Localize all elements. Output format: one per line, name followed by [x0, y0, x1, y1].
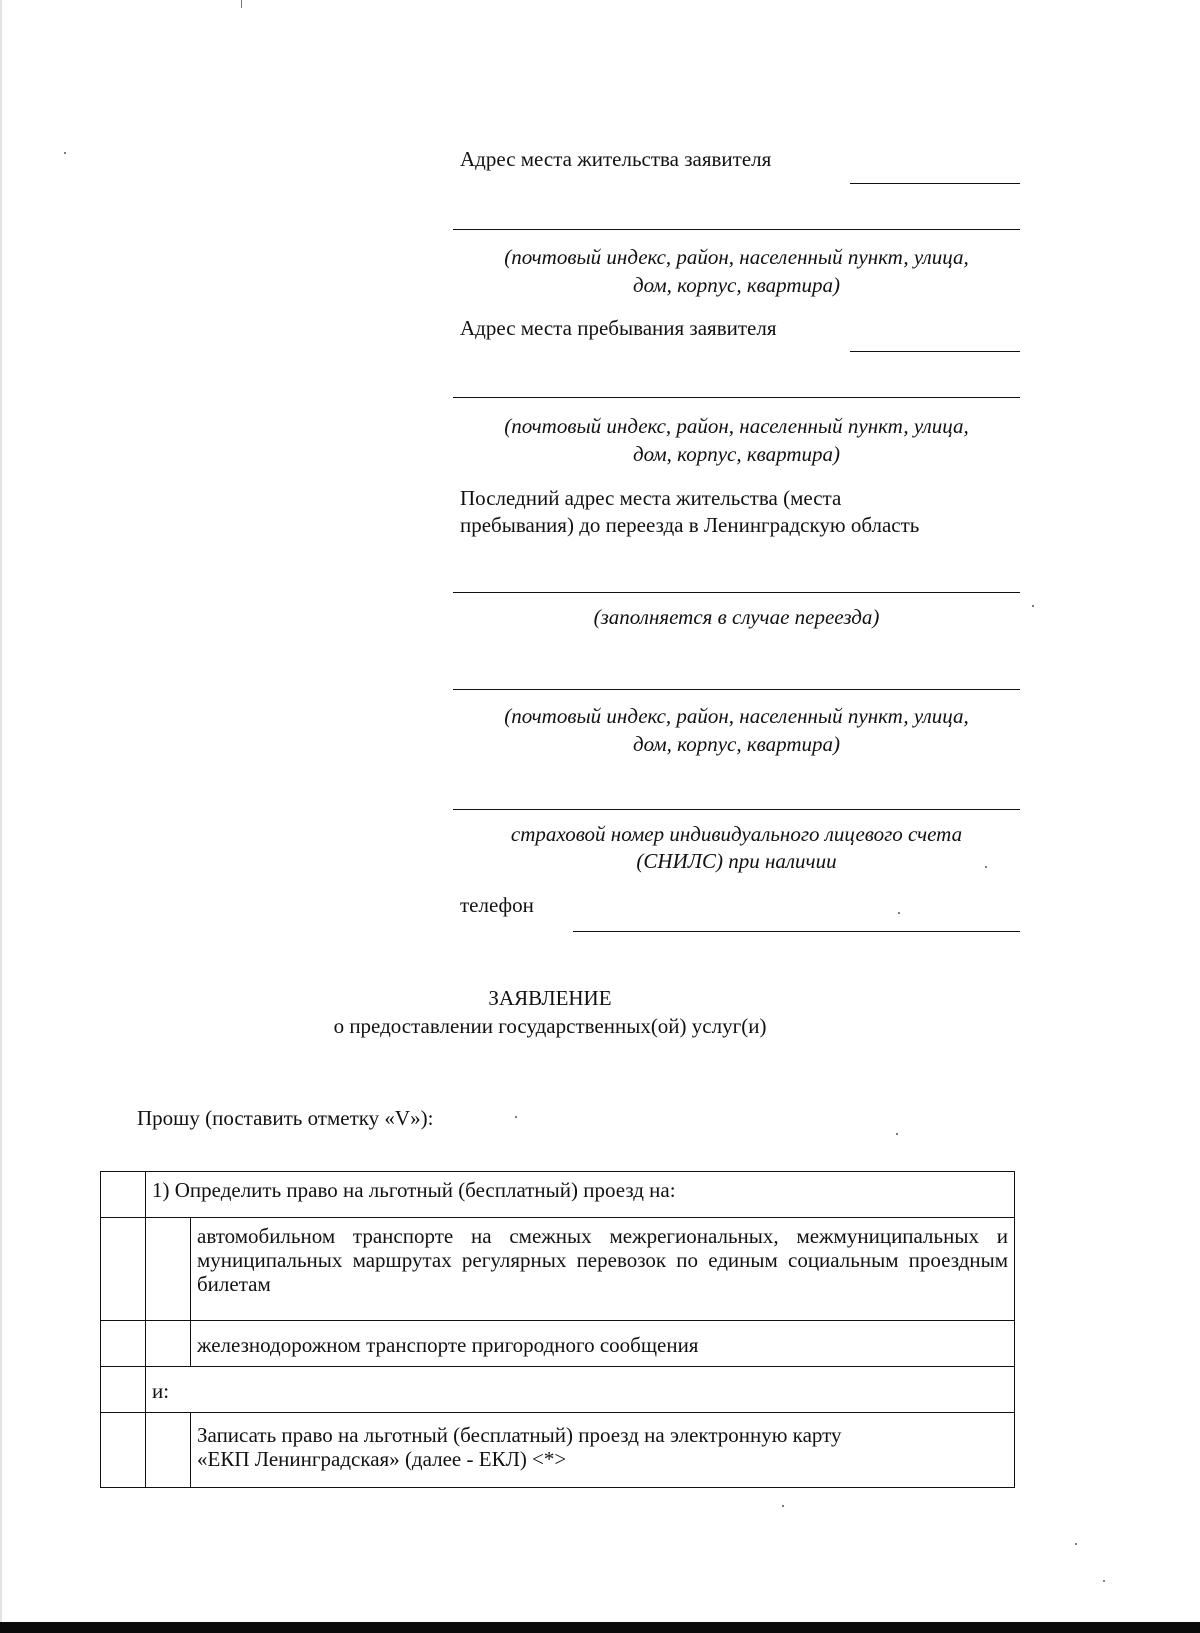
snils-field[interactable]	[453, 809, 1020, 810]
checkbox-cell-auto[interactable]	[146, 1218, 191, 1321]
address-hint-line-1: (почтовый индекс, район, населенный пункт, улица,	[504, 245, 969, 269]
stay-hint	[453, 412, 1020, 468]
checkbox-cell-1[interactable]	[101, 1172, 146, 1218]
snils-hint	[453, 821, 1020, 875]
checkbox-cell-card[interactable]	[146, 1413, 191, 1488]
scan-speck	[1032, 605, 1034, 607]
residence-field-short[interactable]	[850, 183, 1020, 184]
scan-speck	[985, 866, 987, 868]
scan-edge	[0, 0, 2, 1622]
residence-label: Адрес места жительства заявителя	[460, 147, 772, 171]
stay-label: Адрес места пребывания заявителя	[460, 316, 777, 340]
blank-cell	[101, 1218, 146, 1321]
table-row	[101, 1218, 1015, 1321]
residence-hint	[453, 243, 1020, 299]
phone-label: телефон	[460, 893, 534, 917]
document-subtitle: о предоставлении государственных(ой) услуг(и)	[333, 1014, 767, 1038]
scan-speck	[896, 1133, 898, 1135]
scan-speck	[1103, 1580, 1105, 1582]
scan-speck	[515, 1116, 517, 1118]
stay-field-short[interactable]	[850, 351, 1020, 352]
option-rail-text: железнодорожном транспорте пригородного сообщения	[191, 1321, 1015, 1367]
last-address-label	[460, 485, 919, 539]
table-row	[101, 1172, 1015, 1218]
address-hint-line-2: дом, корпус, квартира)	[632, 273, 841, 297]
snils-line-2: (СНИЛС) при наличии	[636, 849, 837, 873]
phone-field[interactable]	[573, 931, 1020, 932]
option-card-line-2: «ЕКП Ленинградская» (далее - ЕКЛ) <*>	[197, 1447, 567, 1471]
address-hint-line-2: дом, корпус, квартира)	[632, 732, 841, 756]
table-row	[101, 1321, 1015, 1367]
table-row	[101, 1367, 1015, 1413]
blank-cell	[101, 1413, 146, 1488]
snils-line-1: страховой номер индивидуального лицевого счета	[510, 822, 963, 846]
move-hint: (заполняется в случае переезда)	[593, 605, 880, 629]
option-1-text: 1) Определить право на льготный (бесплатный) проезд на:	[146, 1172, 1015, 1218]
checkbox-cell-rail[interactable]	[146, 1321, 191, 1367]
scan-speck	[782, 1505, 784, 1507]
residence-field[interactable]	[453, 229, 1020, 230]
last-address-line-2: пребывания) до переезда в Ленинградскую область	[460, 513, 920, 537]
scan-bottom-edge	[0, 1622, 1200, 1633]
scan-speck	[1075, 1543, 1077, 1545]
last-address-hint	[453, 702, 1020, 758]
option-auto-text: автомобильном транспорте на смежных межрегиональных, межмуниципальных и муниципальных маршрутах регулярных перевозок по единым социальным проездным билетам	[191, 1218, 1015, 1321]
scan-speck	[64, 152, 66, 154]
stay-field[interactable]	[453, 397, 1020, 398]
last-address-field[interactable]	[453, 592, 1020, 593]
address-hint-line-2: дом, корпус, квартира)	[632, 442, 841, 466]
scan-mark	[241, 0, 242, 8]
last-address-line-1: Последний адрес места жительства (места	[460, 486, 842, 510]
request-intro: Прошу (поставить отметку «V»):	[137, 1106, 434, 1130]
table-row	[101, 1413, 1015, 1488]
blank-cell	[101, 1367, 146, 1413]
blank-cell	[101, 1321, 146, 1367]
option-and-text: и:	[146, 1367, 1015, 1413]
option-card-text	[191, 1413, 1015, 1488]
options-table	[100, 1171, 1015, 1488]
option-card-line-1: Записать право на льготный (бесплатный) проезд на электронную карту	[197, 1423, 842, 1447]
address-hint-line-1: (почтовый индекс, район, населенный пункт, улица,	[504, 704, 969, 728]
document-title: ЗАЯВЛЕНИЕ	[488, 986, 612, 1010]
address-hint-line-1: (почтовый индекс, район, населенный пункт, улица,	[504, 414, 969, 438]
last-address-field-2[interactable]	[453, 689, 1020, 690]
scan-speck	[898, 912, 900, 914]
